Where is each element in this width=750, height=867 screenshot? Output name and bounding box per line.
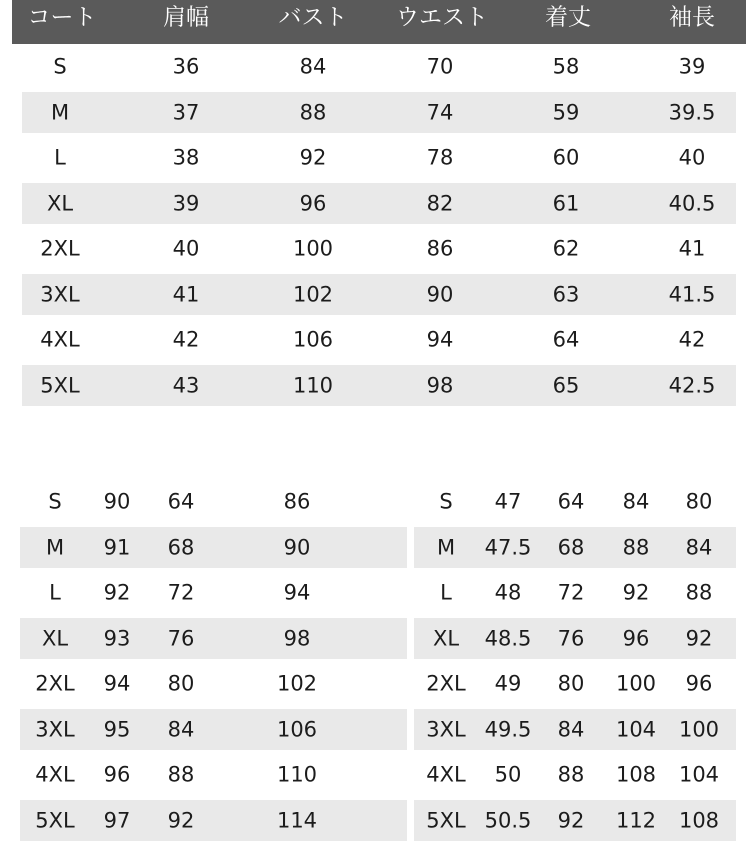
coat-value-cell: 62: [552, 236, 580, 261]
coat-size-cell: S: [53, 54, 67, 79]
coat-value-cell: 74: [426, 100, 454, 124]
pants-size-cell: 5XL: [35, 808, 75, 832]
skirt-size-cell: XL: [432, 626, 460, 650]
pants-value-cell: 110: [276, 762, 318, 787]
skirt-value-cell: 50: [494, 762, 522, 787]
skirt-value-cell: 72: [557, 580, 585, 605]
pants-header-cell: ヒップ: [276, 450, 324, 469]
coat-header-cell: 袖長: [669, 4, 715, 31]
skirt-size-cell: M: [436, 535, 456, 559]
skirt-value-cell: 49: [494, 671, 522, 696]
coat-row-band: [22, 183, 736, 224]
coat-value-cell: 59: [552, 100, 580, 124]
coat-value-cell: 40.5: [668, 191, 716, 215]
pants-value-cell: 84: [167, 717, 195, 741]
pants-row-band: [20, 527, 407, 568]
skirt-value-cell: 92: [557, 808, 585, 832]
coat-size-cell: 4XL: [40, 327, 80, 352]
skirt-size-cell: 4XL: [426, 762, 466, 787]
pants-value-cell: 98: [283, 626, 311, 650]
coat-value-cell: 38: [172, 145, 200, 170]
skirt-value-cell: 108: [615, 762, 657, 787]
coat-value-cell: 84: [299, 54, 327, 79]
coat-value-cell: 96: [299, 191, 327, 215]
pants-size-cell: L: [49, 580, 61, 605]
skirt-value-cell: 49.5: [484, 717, 532, 741]
coat-value-cell: 60: [552, 145, 580, 170]
coat-value-cell: 37: [172, 100, 200, 124]
coat-header-cell: 着丈: [545, 4, 591, 31]
pants-value-cell: 96: [103, 762, 131, 787]
coat-value-cell: 61: [552, 191, 580, 215]
pants-value-cell: 90: [103, 489, 131, 514]
coat-value-cell: 42: [172, 327, 200, 352]
pants-value-cell: 97: [103, 808, 131, 832]
skirt-value-cell: 100: [615, 671, 657, 696]
pants-value-cell: 94: [103, 671, 131, 696]
skirt-value-cell: 47: [494, 489, 522, 514]
pants-size-cell: 3XL: [35, 717, 75, 741]
pants-value-cell: 106: [276, 717, 318, 741]
skirt-value-cell: 88: [622, 535, 650, 559]
skirt-value-cell: 80: [685, 489, 713, 514]
pants-value-cell: 80: [167, 671, 195, 696]
coat-value-cell: 106: [292, 327, 334, 352]
skirt-size-cell: 3XL: [426, 717, 466, 741]
skirt-value-cell: 48: [494, 580, 522, 605]
skirt-value-cell: 76: [557, 626, 585, 650]
coat-value-cell: 58: [552, 54, 580, 79]
coat-header-cell: ウエスト: [396, 4, 488, 31]
coat-size-cell: XL: [46, 191, 74, 215]
skirt-size-cell: 2XL: [426, 671, 466, 696]
coat-value-cell: 70: [426, 54, 454, 79]
skirt-value-cell: 84: [685, 535, 713, 559]
pants-value-cell: 88: [167, 762, 195, 787]
coat-value-cell: 65: [552, 373, 580, 397]
coat-value-cell: 102: [292, 282, 334, 306]
skirt-value-cell: 104: [615, 717, 657, 741]
pants-value-cell: 102: [276, 671, 318, 696]
pants-value-cell: 64: [167, 489, 195, 514]
skirt-value-cell: 88: [685, 580, 713, 605]
coat-value-cell: 41: [678, 236, 706, 261]
pants-size-cell: S: [48, 489, 62, 514]
coat-size-cell: 3XL: [40, 282, 80, 306]
skirt-value-cell: 64: [557, 489, 585, 514]
coat-value-cell: 92: [299, 145, 327, 170]
skirt-value-cell: 80: [557, 671, 585, 696]
coat-value-cell: 39.5: [668, 100, 716, 124]
coat-value-cell: 78: [426, 145, 454, 170]
coat-value-cell: 36: [172, 54, 200, 79]
coat-value-cell: 90: [426, 282, 454, 306]
pants-value-cell: 68: [167, 535, 195, 559]
coat-row-band: [22, 92, 736, 133]
skirt-value-cell: 108: [678, 808, 720, 832]
coat-value-cell: 43: [172, 373, 200, 397]
coat-header-cell: コート: [27, 4, 97, 31]
coat-value-cell: 94: [426, 327, 454, 352]
pants-value-cell: 95: [103, 717, 131, 741]
coat-row-band: [22, 274, 736, 315]
skirt-header-cell: スカート丈: [466, 456, 548, 475]
pants-value-cell: 92: [103, 580, 131, 605]
pants-size-cell: XL: [41, 626, 69, 650]
coat-value-cell: 63: [552, 282, 580, 306]
coat-value-cell: 39: [678, 54, 706, 79]
skirt-header-cell: ヒップ: [623, 456, 671, 475]
coat-value-cell: 86: [426, 236, 454, 261]
skirt-value-cell: 84: [622, 489, 650, 514]
skirt-size-cell: 5XL: [426, 808, 466, 832]
coat-size-cell: 2XL: [40, 236, 80, 261]
pants-value-cell: 93: [103, 626, 131, 650]
skirt-value-cell: 88: [557, 762, 585, 787]
skirt-value-cell: 96: [685, 671, 713, 696]
pants-value-cell: 91: [103, 535, 131, 559]
coat-value-cell: 40: [678, 145, 706, 170]
coat-header-bar: [12, 0, 746, 44]
pants-size-cell: 2XL: [35, 671, 75, 696]
pants-header-cell: ウエスト: [161, 450, 227, 469]
coat-row-band: [22, 365, 736, 406]
coat-value-cell: 98: [426, 373, 454, 397]
pants-size-cell: 4XL: [35, 762, 75, 787]
skirt-value-cell: 92: [622, 580, 650, 605]
coat-value-cell: 42: [678, 327, 706, 352]
coat-value-cell: 64: [552, 327, 580, 352]
pants-size-cell: M: [45, 535, 65, 559]
skirt-value-cell: 68: [557, 535, 585, 559]
coat-value-cell: 41.5: [668, 282, 716, 306]
skirt-value-cell: 84: [557, 717, 585, 741]
skirt-header-cell: スカート: [391, 456, 457, 475]
skirt-size-cell: L: [440, 580, 452, 605]
coat-value-cell: 110: [292, 373, 334, 397]
skirt-header-cell: ウエスト: [540, 456, 606, 475]
coat-header-cell: 肩幅: [163, 4, 209, 31]
pants-row-band: [20, 709, 407, 750]
pants-header-cell: パンツ: [12, 450, 62, 469]
pants-value-cell: 76: [167, 626, 195, 650]
skirt-value-cell: 96: [622, 626, 650, 650]
skirt-value-cell: 100: [678, 717, 720, 741]
skirt-value-cell: 112: [615, 808, 657, 832]
skirt-value-cell: 92: [685, 626, 713, 650]
skirt-value-cell: 47.5: [484, 535, 532, 559]
skirt-size-cell: S: [439, 489, 453, 514]
pants-value-cell: 92: [167, 808, 195, 832]
skirt-value-cell: 48.5: [484, 626, 532, 650]
coat-value-cell: 40: [172, 236, 200, 261]
skirt-header-cell: 裾周り: [689, 456, 739, 475]
skirt-value-cell: 50.5: [484, 808, 532, 832]
pants-row-band: [20, 618, 407, 659]
coat-value-cell: 42.5: [668, 373, 716, 397]
pants-value-cell: 90: [283, 535, 311, 559]
coat-value-cell: 39: [172, 191, 200, 215]
pants-value-cell: 114: [276, 808, 318, 832]
pants-value-cell: 72: [167, 580, 195, 605]
pants-header-cell: パンツ丈: [79, 450, 145, 469]
coat-value-cell: 82: [426, 191, 454, 215]
pants-value-cell: 94: [283, 580, 311, 605]
coat-size-cell: 5XL: [40, 373, 80, 397]
coat-value-cell: 88: [299, 100, 327, 124]
skirt-value-cell: 104: [678, 762, 720, 787]
pants-value-cell: 86: [283, 489, 311, 514]
coat-size-cell: M: [50, 100, 70, 124]
coat-value-cell: 100: [292, 236, 334, 261]
coat-value-cell: 41: [172, 282, 200, 306]
pants-row-band: [20, 800, 407, 841]
coat-size-cell: L: [54, 145, 66, 170]
coat-header-cell: バスト: [278, 4, 348, 31]
